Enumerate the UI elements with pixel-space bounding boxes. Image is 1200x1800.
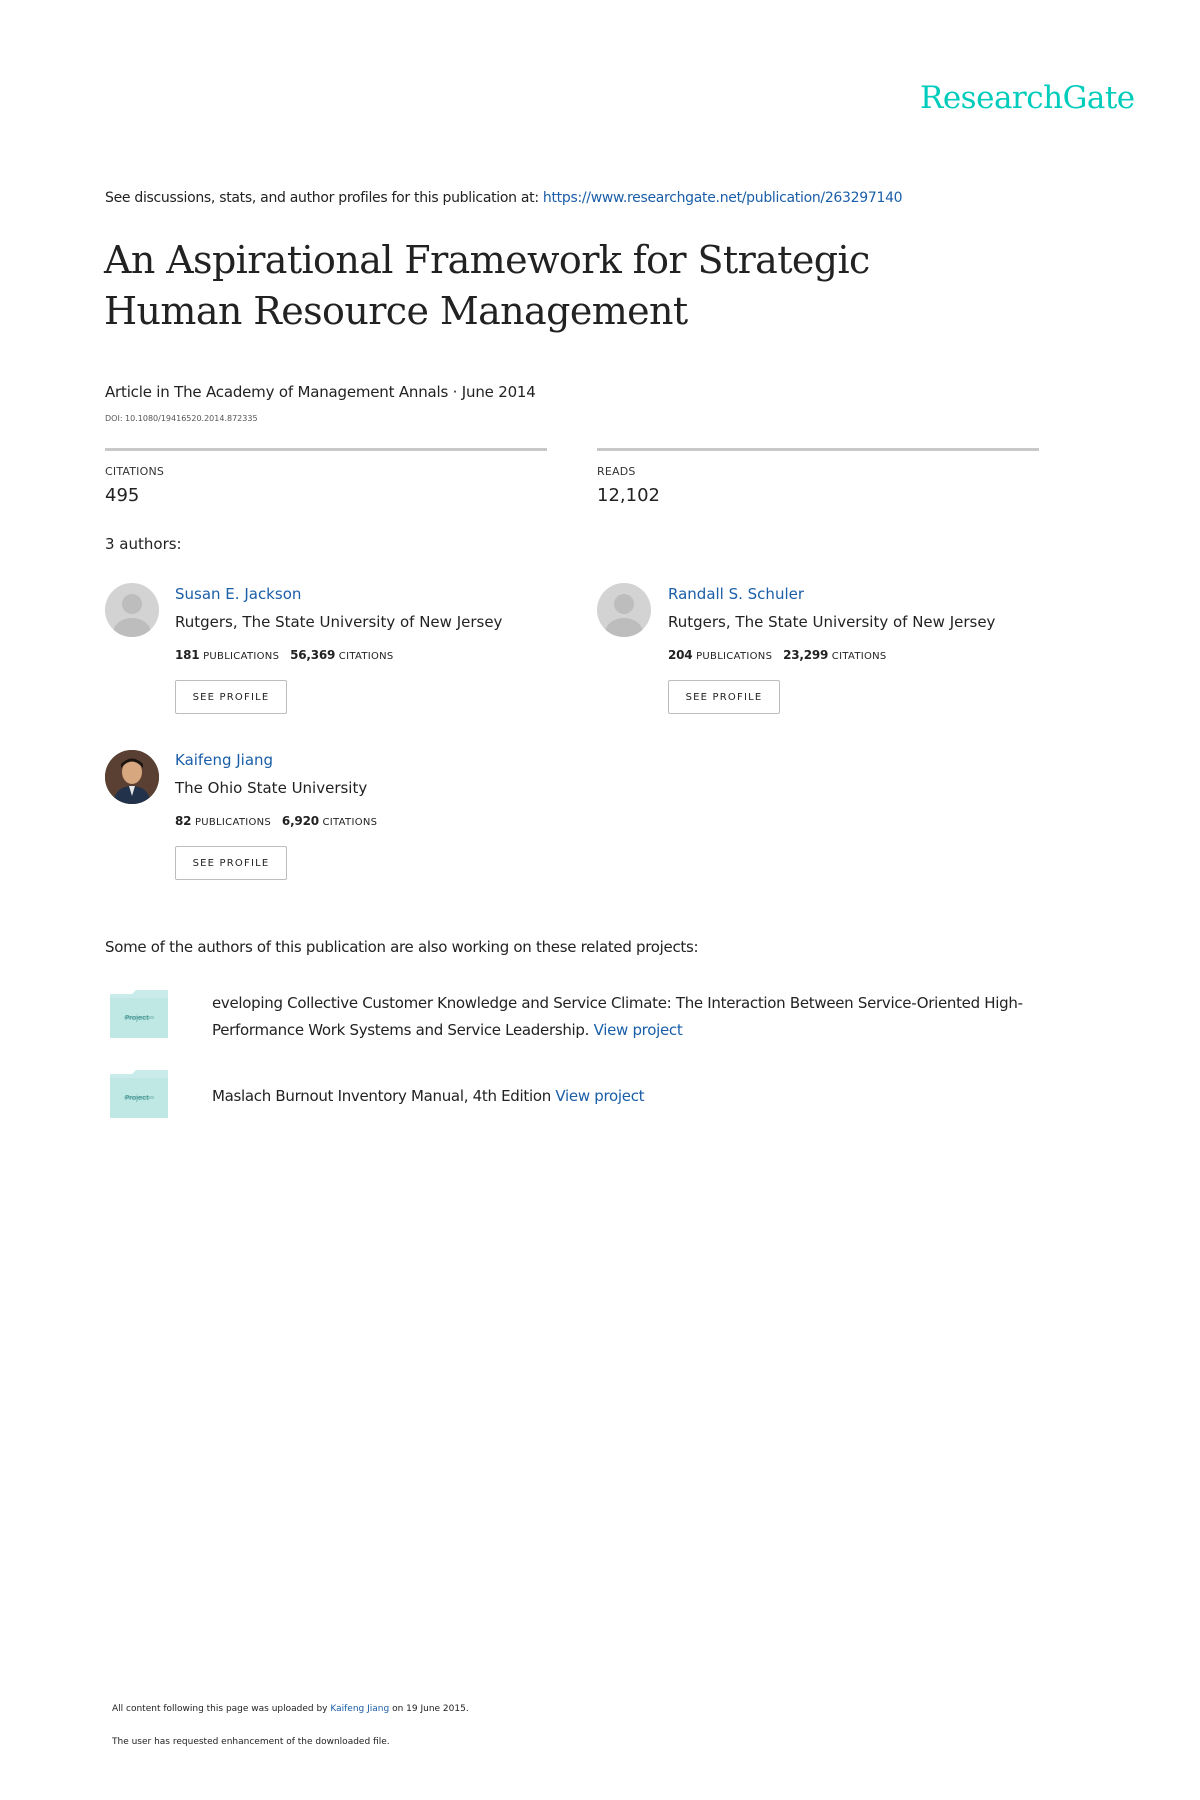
- author-stats: [175, 648, 394, 662]
- upload-suffix: on 19 June 2015.: [389, 1704, 469, 1714]
- author-stats: [175, 814, 377, 828]
- project-title: Maslach Burnout Inventory Manual, 4th Edition: [212, 1087, 556, 1105]
- see-profile-button[interactable]: SEE PROFILE: [668, 680, 780, 714]
- default-avatar-icon[interactable]: [105, 583, 159, 637]
- reads-label: READS: [597, 465, 636, 478]
- upload-prefix: All content following this page was uploaded by: [112, 1704, 331, 1714]
- citations-divider: [105, 448, 547, 451]
- author-name-link[interactable]: Susan E. Jackson: [175, 585, 302, 603]
- see-profile-button[interactable]: SEE PROFILE: [175, 846, 287, 880]
- project-folder-icon: [110, 1070, 168, 1118]
- citations-count: 23,299: [783, 648, 829, 662]
- citations-label: CITATIONS: [338, 651, 394, 662]
- view-project-link[interactable]: View project: [555, 1087, 645, 1105]
- publications-label: PUBLICATIONS: [203, 651, 280, 662]
- author-name-link[interactable]: Kaifeng Jiang: [175, 751, 274, 769]
- publications-count: 204: [668, 648, 693, 662]
- citations-count: 6,920: [281, 814, 319, 828]
- publications-count: 181: [175, 648, 200, 662]
- paper-title: An Aspirational Framework for Strategic Human Resource Management: [104, 238, 870, 333]
- photo-avatar-icon[interactable]: [105, 750, 159, 804]
- discussion-line: [105, 190, 902, 206]
- author-affiliation: Rutgers, The State University of New Jersey: [668, 613, 996, 631]
- authors-count-label: 3 authors:: [105, 535, 182, 553]
- publications-count: 82: [175, 814, 192, 828]
- view-project-link[interactable]: View project: [593, 1021, 683, 1039]
- author-affiliation: The Ohio State University: [175, 779, 368, 797]
- project-title: eveloping Collective Customer Knowledge and Service Climate: The Interaction Between Service-Oriented High-Performance Work Systems and Service Leadership.: [212, 994, 1023, 1039]
- project-icon-label: Project: [125, 1014, 149, 1022]
- author-name-link[interactable]: Randall S. Schuler: [668, 585, 805, 603]
- reads-value: 12,102: [597, 485, 660, 506]
- publications-label: PUBLICATIONS: [194, 817, 272, 828]
- enhancement-note: The user has requested enhancement of the downloaded file.: [112, 1737, 390, 1747]
- project-item: [212, 990, 1042, 1044]
- publication-url-link[interactable]: https://www.researchgate.net/publication/263297140: [542, 190, 903, 206]
- researchgate-logo[interactable]: ResearchGate: [920, 80, 1135, 116]
- projects-intro: Some of the authors of this publication are also working on these related projects:: [105, 938, 699, 956]
- project-item: [212, 1083, 1042, 1110]
- citations-label: CITATIONS: [105, 465, 165, 478]
- author-stats: [668, 648, 887, 662]
- author-affiliation: Rutgers, The State University of New Jersey: [175, 613, 503, 631]
- reads-divider: [597, 448, 1039, 451]
- see-profile-button[interactable]: SEE PROFILE: [175, 680, 287, 714]
- project-folder-icon: [110, 990, 168, 1038]
- project-icon-label: Project: [125, 1094, 149, 1102]
- default-avatar-icon[interactable]: [597, 583, 651, 637]
- publications-label: PUBLICATIONS: [696, 651, 773, 662]
- citations-label: CITATIONS: [322, 817, 378, 828]
- discussion-prefix: See discussions, stats, and author profiles for this publication at:: [105, 190, 543, 206]
- upload-note: [112, 1704, 469, 1714]
- article-meta: Article in The Academy of Management Annals · June 2014: [105, 383, 536, 401]
- uploader-link[interactable]: Kaifeng Jiang: [330, 1704, 390, 1714]
- citations-value: 495: [105, 485, 140, 506]
- citations-label: CITATIONS: [831, 651, 887, 662]
- doi-text: DOI: 10.1080/19416520.2014.872335: [105, 414, 258, 423]
- citations-count: 56,369: [290, 648, 336, 662]
